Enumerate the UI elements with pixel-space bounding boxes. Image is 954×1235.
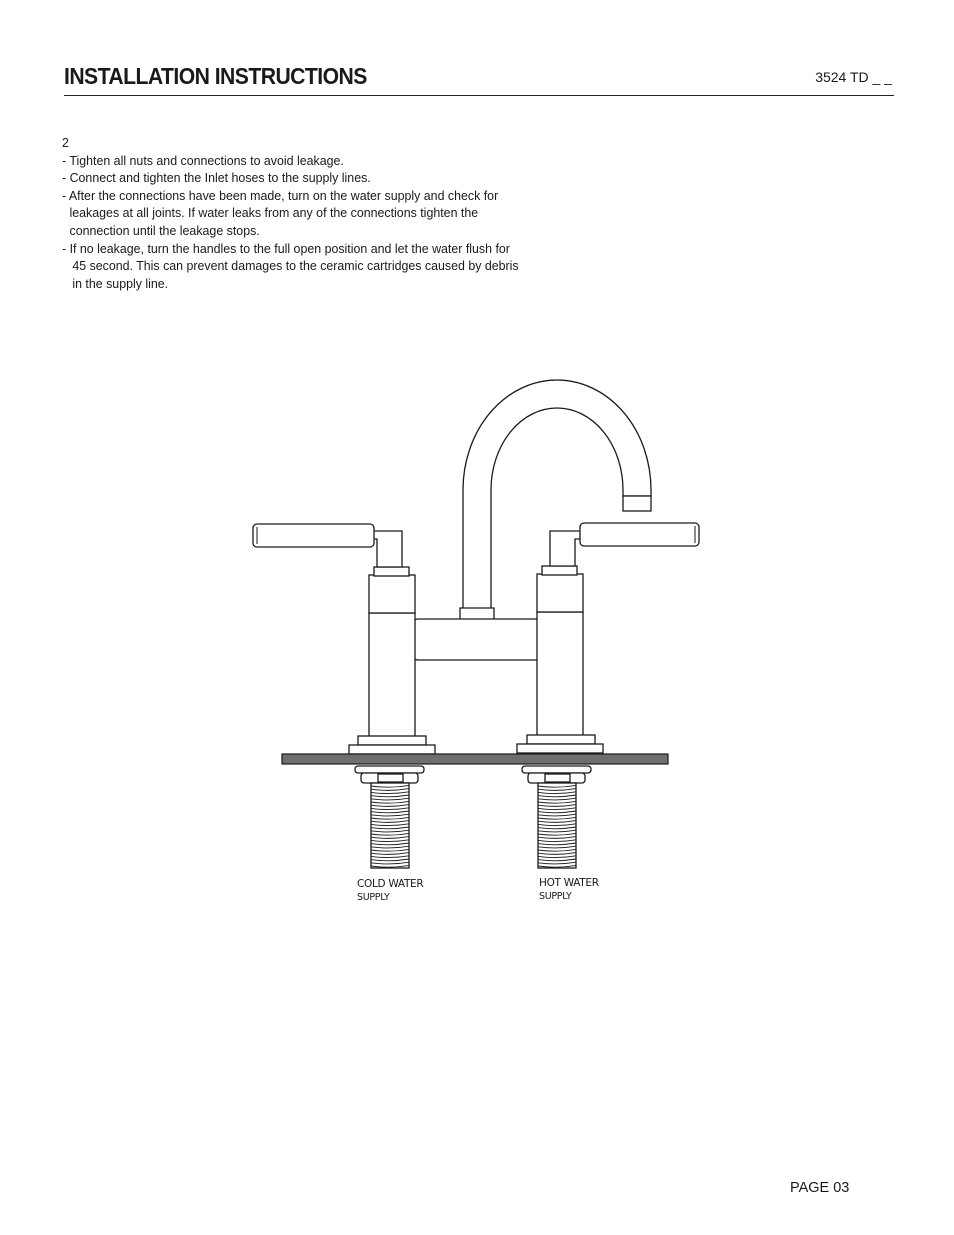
right-washer	[522, 766, 591, 773]
left-handle-lever	[253, 524, 374, 547]
right-handle-lever	[580, 523, 699, 546]
left-valve-cap	[374, 567, 409, 576]
left-base-plate	[349, 745, 435, 754]
instruction-line: leakages at all joints. If water leaks from any of the connections tighten the	[69, 205, 479, 221]
left-base-nut	[358, 736, 426, 745]
spout-tip	[623, 496, 651, 511]
right-valve-bonnet	[537, 574, 583, 612]
header-divider	[64, 95, 894, 96]
right-valve-body	[537, 612, 583, 736]
left-valve-bonnet	[369, 575, 415, 613]
instruction-line: 45 second. This can prevent damages to the ceramic cartridges caused by debris	[72, 258, 519, 274]
right-base-plate	[517, 744, 603, 753]
right-base-nut	[527, 735, 595, 744]
cold-water-label: COLD WATER	[357, 878, 424, 890]
instruction-line: - Tighten all nuts and connections to avoid leakage.	[62, 152, 344, 168]
model-code: 3524 TD _ _	[815, 69, 892, 85]
instruction-line: - After the connections have been made, turn on the water supply and check for	[62, 187, 499, 203]
countertop-deck	[282, 754, 668, 764]
instruction-line: - Connect and tighten the Inlet hoses to the supply lines.	[62, 170, 371, 186]
step-number: 2	[62, 135, 69, 150]
instruction-line: in the supply line.	[72, 275, 169, 291]
step-instructions	[62, 134, 532, 292]
faucet-illustration	[240, 370, 720, 915]
page-number: PAGE 03	[790, 1180, 850, 1196]
hot-water-supply-label: SUPPLY	[539, 891, 572, 902]
page-title: INSTALLATION INSTRUCTIONS	[64, 63, 367, 89]
cold-water-supply-label: SUPPLY	[357, 892, 390, 903]
hot-water-label: HOT WATER	[539, 877, 599, 889]
left-valve-body	[369, 613, 415, 737]
right-valve-cap	[542, 566, 577, 575]
left-washer	[355, 766, 424, 773]
faucet-body	[412, 619, 541, 660]
faucet-installation-diagram	[240, 370, 720, 915]
instruction-line: - If no leakage, turn the handles to the full open position and let the water flush for	[62, 240, 510, 256]
instruction-line: connection until the leakage stops.	[69, 222, 260, 238]
